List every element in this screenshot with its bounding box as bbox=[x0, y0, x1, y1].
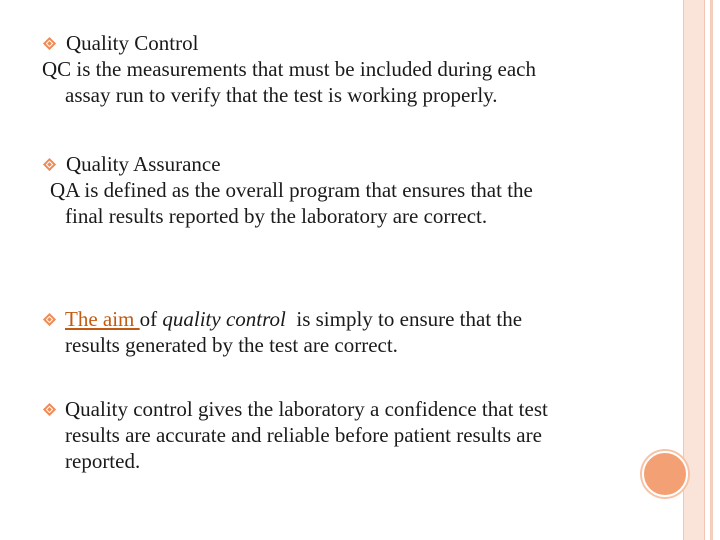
section-body-line bbox=[42, 177, 533, 203]
bullet-line bbox=[42, 448, 548, 474]
confidence-text: results are accurate and reliable before patient results are bbox=[65, 423, 542, 447]
diamond-bullet-icon bbox=[42, 36, 57, 51]
confidence-text: Quality control gives the laboratory a confidence that test bbox=[65, 397, 548, 421]
section-heading-line bbox=[42, 151, 533, 177]
section-body-line bbox=[42, 56, 536, 82]
decorative-circle bbox=[642, 451, 688, 497]
section-body-line bbox=[42, 203, 533, 229]
section-body-text: assay run to verify that the test is working properly. bbox=[65, 83, 498, 107]
section-heading: Quality Control bbox=[66, 31, 199, 55]
diamond-bullet-icon bbox=[42, 402, 57, 417]
confidence-text: reported. bbox=[65, 449, 141, 473]
bullet-confidence bbox=[42, 396, 548, 474]
decorative-thin-stripe bbox=[710, 0, 713, 540]
section-body-text: QA is defined as the overall program that ensures that the bbox=[50, 178, 533, 202]
bullet-aim bbox=[42, 306, 522, 358]
section-body-text: final results reported by the laboratory are correct. bbox=[65, 204, 488, 228]
bullet-line bbox=[42, 422, 548, 448]
section-quality-control bbox=[42, 30, 536, 108]
section-body-text: QC is the measurements that must be included during each bbox=[42, 57, 536, 81]
aim-italic-text: quality control bbox=[162, 307, 286, 331]
aim-text-mid: of bbox=[139, 307, 163, 331]
aim-text-end: is simply to ensure that the bbox=[296, 307, 523, 331]
diamond-bullet-icon bbox=[42, 157, 57, 172]
section-quality-assurance bbox=[42, 151, 533, 229]
bullet-line bbox=[42, 306, 522, 332]
diamond-bullet-icon bbox=[42, 312, 57, 327]
section-heading-line bbox=[42, 30, 536, 56]
section-heading: Quality Assurance bbox=[66, 152, 221, 176]
bullet-line bbox=[42, 396, 548, 422]
aim-text-line2: results generated by the test are correct. bbox=[65, 333, 398, 357]
aim-link-text[interactable]: The aim bbox=[65, 307, 140, 331]
decorative-stripe bbox=[683, 0, 705, 540]
bullet-line bbox=[42, 332, 522, 358]
section-body-line bbox=[42, 82, 536, 108]
